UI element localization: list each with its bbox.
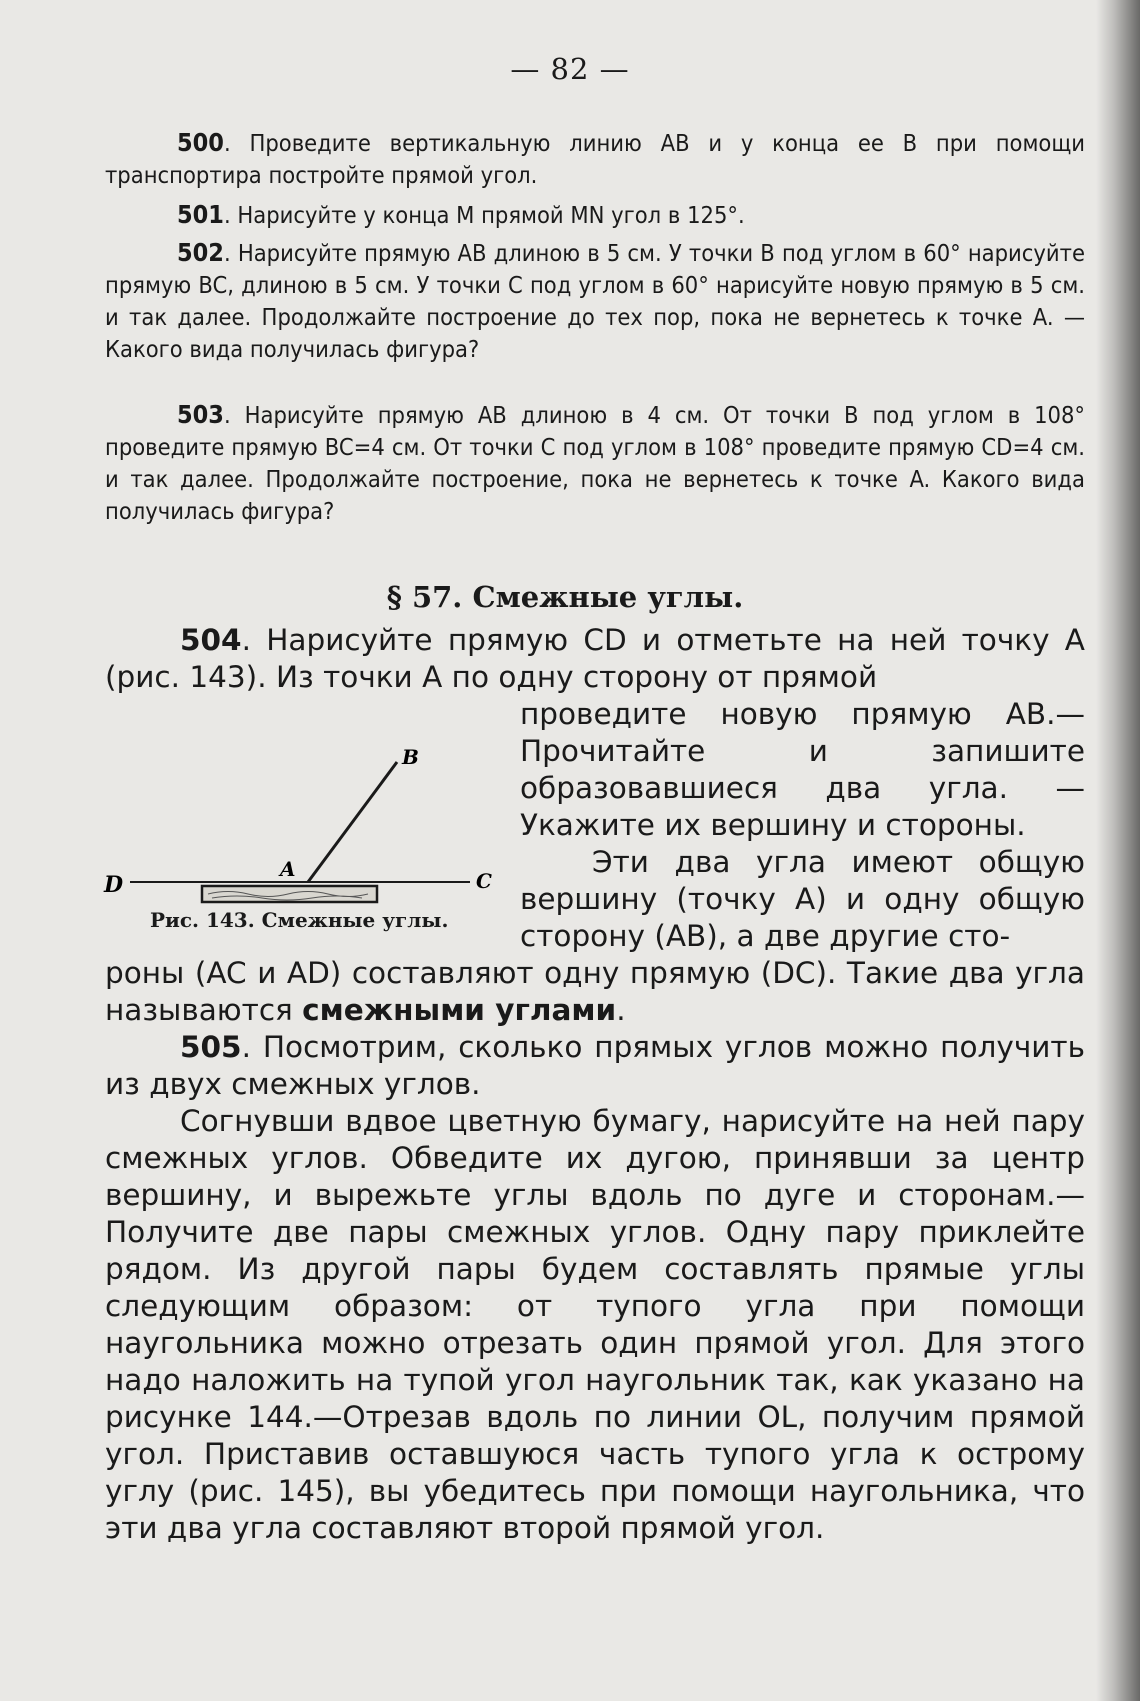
- section-title: § 57. Смежные углы.: [386, 580, 744, 614]
- problem-number: 501: [177, 200, 224, 229]
- label-b: B: [402, 745, 419, 769]
- problem-502: [105, 237, 1085, 365]
- problem-number: 503: [177, 400, 224, 429]
- problem-504-intro: [105, 622, 1085, 696]
- label-a: A: [280, 857, 296, 881]
- problem-text: . Нарисуйте прямую CD и отметьте на ней точку A (рис. 143). Из точки A по одну сторону от прямой: [105, 623, 1085, 694]
- ray-ab: [308, 762, 397, 882]
- page-number: — 82 —: [510, 52, 630, 86]
- problem-number: 505: [180, 1030, 242, 1064]
- figure-caption: Рис. 143. Смежные углы.: [150, 908, 449, 932]
- problem-text: . Нарисуйте у конца M прямой MN угол в 125°.: [223, 201, 745, 229]
- problem-504-explanation: Эти два угла имеют общую вершину (точку A) и одну общую сторону (AB), а две другие сто-: [520, 845, 1085, 953]
- paragraph-cutting-angles: Согнувши вдвое цветную бумагу, нарисуйте на ней пару смежных углов. Обведите их дугою, принявши за центр вершину, и вырежьте углы вдоль по дуге и сторонам.—Получите две пары смежных углов. Одну пару приклейте рядом. Из другой пары будем составлять прямые углы следующим образом: от тупого угла при помощи наугольника можно отрезать один прямой угол. Для этого надо наложить на тупой угол наугольник так, как указано на рисунке 144.—Отрезав вдоль по линии OL, получим прямой угол. Приставив оставшуюся часть тупого угла к острому углу (рис. 145), вы убедитесь при помощи наугольника, что эти два угла составляют второй прямой угол.: [105, 1104, 1085, 1545]
- term-adjacent-angles: смежными углами: [302, 993, 617, 1027]
- label-d: D: [104, 872, 124, 898]
- problem-text: . Посмотрим, сколько прямых углов можно получить из двух смежных углов.: [105, 1030, 1085, 1101]
- problem-501: [105, 199, 1085, 231]
- problem-505: [105, 1029, 1085, 1103]
- problem-500: [105, 127, 1085, 191]
- problem-504-conclusion: [105, 955, 1085, 1029]
- conclusion-text: роны (AC и AD) составляют одну прямую (DC). Такие два угла называются: [105, 956, 1085, 1027]
- problem-text: . Нарисуйте прямую AB длиною в 4 см. От точки B под углом в 108° проведите прямую BC=4 см. От точки C под углом в 108° проведите прямую CD=4 см. и так далее. Продолжайте построение, пока не вернетесь к точке A. Какого вида получилась фигура?: [105, 401, 1085, 525]
- problem-number: 504: [180, 623, 242, 657]
- conclusion-end: .: [616, 993, 626, 1027]
- label-c: C: [476, 869, 492, 893]
- problem-number: 502: [177, 238, 224, 267]
- problem-text: . Нарисуйте прямую AB длиною в 5 см. У точки B под углом в 60° нарисуйте прямую BC, длиною в 5 см. У точки C под углом в 60° нарисуйте новую прямую в 5 см. и так далее. Продолжайте построение до тех пор, пока не вернетесь к точке A. — Какого вида получилась фигура?: [105, 239, 1085, 363]
- problem-text: . Проведите вертикальную линию AB и у конца ее B при помощи транспортира постройте прямой угол.: [105, 129, 1085, 189]
- problem-503: [105, 399, 1085, 527]
- problem-number: 500: [177, 128, 224, 157]
- problem-504-continued: проведите новую прямую AB.— Прочитайте и запишите образовавшиеся два угла. —Укажите их вершину и стороны.: [520, 697, 1085, 842]
- page-edge-shadow: [1096, 0, 1140, 1701]
